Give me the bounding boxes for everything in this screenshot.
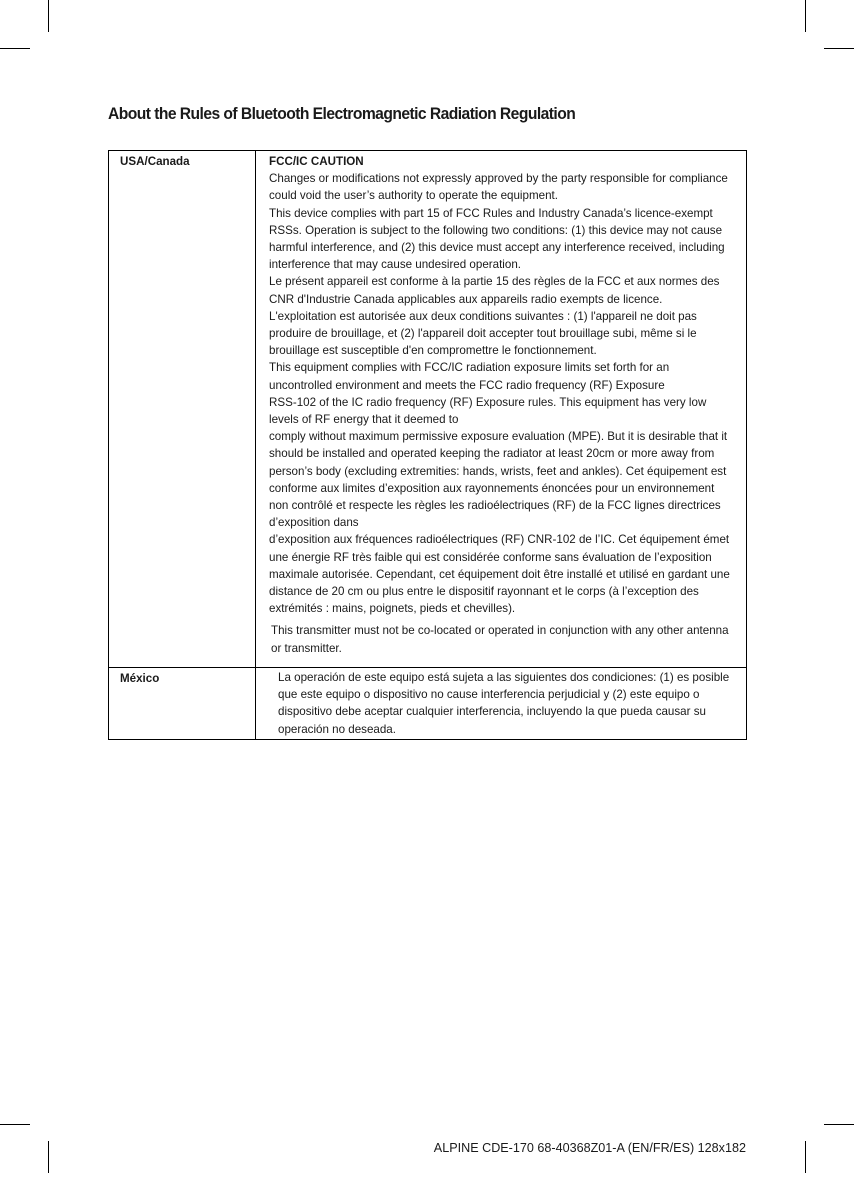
caution-heading: FCC/IC CAUTION xyxy=(269,155,364,168)
page-footer: ALPINE CDE-170 68-40368Z01-A (EN/FR/ES) 128x182 xyxy=(433,1141,746,1155)
usa-canada-content xyxy=(256,151,747,668)
paragraph-exposure-fr: d’exposition aux fréquences radioélectriques (RF) CNR-102 de l’IC. Cet équipement émet une énergie RF très faible qui est considérée conforme sans évaluation de l’exposition maximale autorisée. Cependant, cet équipement doit être installé et utilisé en gardant une distance de 20 cm ou plus entre le dispositif rayonnant et le corps (à l’exception des extrémités : mains, poignets, pieds et chevilles). xyxy=(269,533,730,616)
regulation-table xyxy=(108,150,747,740)
page-title: About the Rules of Bluetooth Electromagnetic Radiation Regulation xyxy=(108,104,576,123)
region-label-mexico: México xyxy=(109,667,256,739)
region-label-usa-canada: USA/Canada xyxy=(109,151,256,668)
crop-mark-top-right-horizontal xyxy=(824,48,854,49)
crop-mark-top-left-horizontal xyxy=(0,48,30,49)
paragraph-part15-fr: Le présent appareil est conforme à la partie 15 des règles de la FCC et aux normes des CNR d'Industrie Canada applicables aux appareils radio exempts de licence. L'exploitation est autorisée aux deux conditions suivantes : (1) l'appareil ne doit pas produire de brouillage, et (2) l'appareil doit accepter tout brouillage subi, même si le brouillage est susceptible d'en compromettre le fonctionnement. xyxy=(269,275,720,358)
crop-mark-bottom-left-vertical xyxy=(48,1141,49,1173)
table-row-usa-canada xyxy=(109,151,747,668)
paragraph-exposure-en-1: This equipment complies with FCC/IC radiation exposure limits set forth for an uncontrolled environment and meets the FCC radio frequency (RF) Exposure xyxy=(269,361,670,392)
crop-mark-top-left-vertical xyxy=(48,0,49,32)
crop-mark-bottom-right-vertical xyxy=(805,1141,806,1173)
table-row-mexico xyxy=(109,667,747,739)
crop-mark-bottom-right-horizontal xyxy=(824,1124,854,1125)
paragraph-exposure-en-2: RSS-102 of the IC radio frequency (RF) Exposure rules. This equipment has very low levels of RF energy that it deemed to xyxy=(269,395,707,427)
crop-mark-top-right-vertical xyxy=(805,0,806,32)
paragraph-part15-en: This device complies with part 15 of FCC Rules and Industry Canada’s licence-exempt RSSs. Operation is subject to the following two conditions: (1) this device may not cause harmful interference, and (2) this device must accept any interference received, including interference that may cause undesired operation. xyxy=(269,206,725,272)
mexico-content: La operación de este equipo está sujeta a las siguientes dos condiciones: (1) es posible que este equipo o dispositivo no cause interferencia perjudicial y (2) este equipo o dispositivo debe aceptar cualquier interferencia, incluyendo la que pueda causar su operación no deseada. xyxy=(256,667,747,739)
paragraph-modifications: Changes or modifications not expressly approved by the party responsible for compliance could void the user’s authority to operate the equipment. xyxy=(269,172,728,203)
paragraph-exposure-en-3: comply without maximum permissive exposure evaluation (MPE). But it is desirable that it should be installed and operated keeping the radiator at least 20cm or more away from person’s body (excluding extremities: hands, wrists, feet and ankles). Cet équipement est conforme aux limites d’exposition aux rayonnements énoncées pour un environnement non contrôlé et respecte les règles les radioélectriques (RF) de la FCC lignes directrices d’exposition dans xyxy=(269,430,728,530)
crop-mark-bottom-left-horizontal xyxy=(0,1124,30,1125)
paragraph-colocation: This transmitter must not be co-located or operated in conjunction with any other antenna or transmitter. xyxy=(271,624,729,655)
